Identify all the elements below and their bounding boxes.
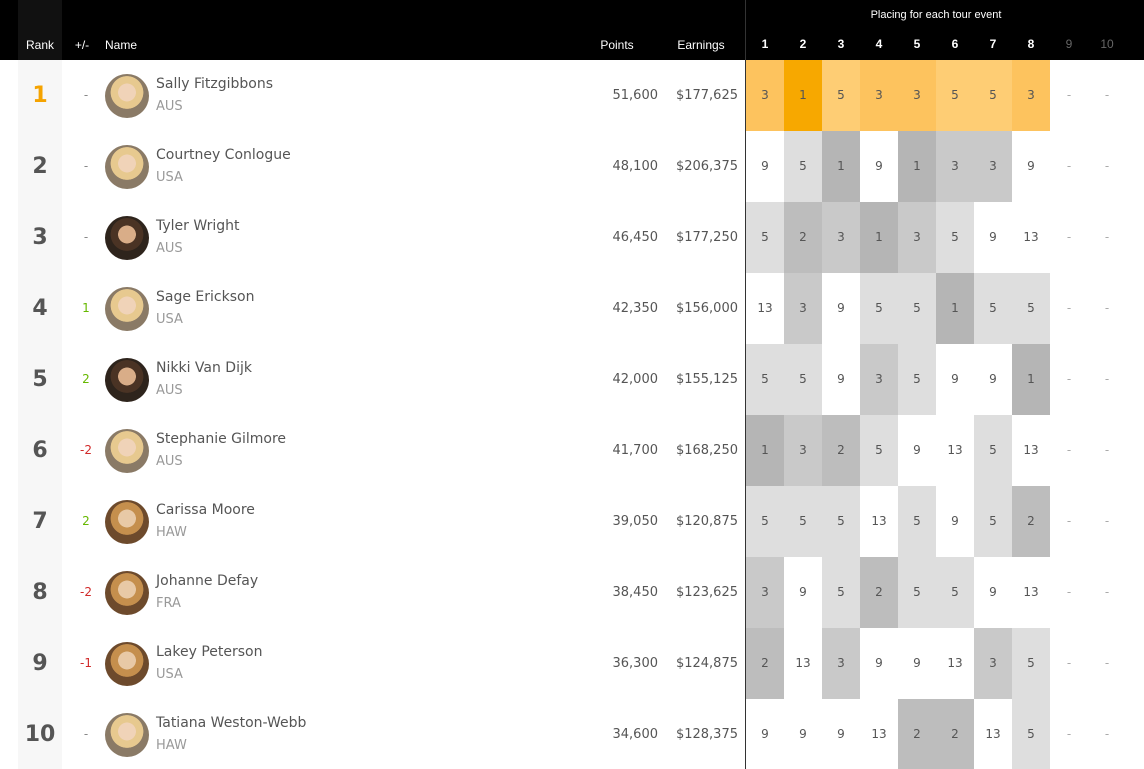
placing-cell: 3 [746, 557, 784, 628]
points-value: 36,300 [612, 656, 658, 671]
placing-cell: 9 [860, 131, 898, 202]
placing-cell: 1 [860, 202, 898, 273]
placing-cell: 13 [860, 486, 898, 557]
earnings-header[interactable]: Earnings [677, 38, 725, 52]
placing-cell: 5 [1012, 628, 1050, 699]
rank-change: - [83, 88, 89, 102]
placing-cell: 5 [974, 415, 1012, 486]
placing-cell: 13 [936, 415, 974, 486]
points-value: 39,050 [612, 514, 658, 529]
avatar[interactable] [105, 287, 149, 331]
placing-cell: - [1088, 699, 1126, 769]
placing-cell: 3 [974, 131, 1012, 202]
avatar[interactable] [105, 571, 149, 615]
rank-value: 10 [24, 722, 56, 747]
surfer-name[interactable]: Carissa Moore [156, 502, 255, 518]
points-value: 51,600 [612, 88, 658, 103]
placing-cell: 9 [784, 699, 822, 769]
placing-cell: 9 [784, 557, 822, 628]
placing-cell: 5 [974, 273, 1012, 344]
surfer-country: AUS [156, 99, 183, 114]
earnings-value: $123,625 [675, 585, 738, 600]
rank-header[interactable]: Rank [18, 0, 62, 60]
rank-change: - [83, 230, 89, 244]
earnings-value: $206,375 [675, 159, 738, 174]
placing-cell: 5 [898, 344, 936, 415]
placing-cell: - [1050, 699, 1088, 769]
placing-cell: 13 [1012, 415, 1050, 486]
placing-cell: 9 [898, 415, 936, 486]
points-value: 42,000 [612, 372, 658, 387]
placing-cell: 3 [784, 273, 822, 344]
placing-cell: 3 [898, 60, 936, 131]
placing-cell: 9 [898, 628, 936, 699]
placing-cell: 5 [746, 344, 784, 415]
rank-value: 6 [32, 438, 48, 463]
placing-cell: 9 [746, 699, 784, 769]
placing-cell: 9 [936, 486, 974, 557]
placing-cell: 5 [746, 202, 784, 273]
placing-cell: - [1050, 486, 1088, 557]
placing-cell: 3 [860, 344, 898, 415]
placing-cell: - [1088, 628, 1126, 699]
rank-change: 2 [82, 514, 90, 528]
placing-cell: 3 [898, 202, 936, 273]
placing-cell: - [1088, 202, 1126, 273]
placing-cell: - [1050, 415, 1088, 486]
rank-value: 9 [32, 651, 48, 676]
surfer-name[interactable]: Sage Erickson [156, 289, 255, 305]
event-header-2[interactable]: 2 [799, 37, 807, 51]
event-header-9[interactable]: 9 [1065, 37, 1073, 51]
placing-cell: 2 [746, 628, 784, 699]
placing-cell: 13 [974, 699, 1012, 769]
placing-divider [745, 0, 746, 769]
placing-cell: 9 [822, 344, 860, 415]
points-value: 46,450 [612, 230, 658, 245]
rank-value: 4 [32, 296, 48, 321]
table-row[interactable] [0, 202, 1144, 273]
earnings-value: $168,250 [675, 443, 738, 458]
avatar[interactable] [105, 429, 149, 473]
placing-cell: 5 [898, 486, 936, 557]
placing-cell: - [1050, 60, 1088, 131]
placing-cell: 9 [936, 344, 974, 415]
placing-cell: 5 [822, 486, 860, 557]
event-header-6[interactable]: 6 [951, 37, 959, 51]
placing-cell: 9 [822, 699, 860, 769]
points-value: 34,600 [612, 727, 658, 742]
placing-cell: - [1050, 628, 1088, 699]
rank-change: -1 [80, 656, 92, 670]
placing-cell: 9 [746, 131, 784, 202]
placing-cell: 5 [936, 202, 974, 273]
avatar[interactable] [105, 145, 149, 189]
placing-cell: - [1050, 344, 1088, 415]
placing-cell: - [1088, 557, 1126, 628]
table-row[interactable] [0, 699, 1144, 769]
placing-cell: 5 [784, 131, 822, 202]
placing-cell: 5 [860, 273, 898, 344]
placing-cell: 5 [860, 415, 898, 486]
surfer-country: USA [156, 170, 183, 185]
rank-change: 2 [82, 372, 90, 386]
rank-value: 1 [32, 83, 48, 108]
placing-cell: 1 [784, 60, 822, 131]
placing-cell: 2 [898, 699, 936, 769]
placing-cell: 2 [784, 202, 822, 273]
name-header[interactable]: Name [105, 38, 138, 52]
placing-cell: 5 [974, 60, 1012, 131]
avatar[interactable] [105, 216, 149, 260]
avatar[interactable] [105, 642, 149, 686]
placing-cell: 3 [860, 60, 898, 131]
event-header-3[interactable]: 3 [837, 37, 845, 51]
placing-cell: 2 [822, 415, 860, 486]
placing-cell: 5 [784, 486, 822, 557]
placing-cell: - [1088, 486, 1126, 557]
rank-change: - [83, 727, 89, 741]
placing-cell: - [1088, 131, 1126, 202]
table-row[interactable] [0, 415, 1144, 486]
surfer-name[interactable]: Johanne Defay [156, 573, 259, 589]
event-header-5[interactable]: 5 [913, 37, 921, 51]
surfer-name[interactable]: Stephanie Gilmore [156, 431, 287, 447]
surfer-name[interactable]: Tyler Wright [156, 218, 240, 234]
placing-cell: 13 [1012, 557, 1050, 628]
placing-cell: 3 [822, 628, 860, 699]
surfer-name[interactable]: Nikki Van Dijk [156, 360, 252, 376]
placing-cell: 13 [860, 699, 898, 769]
table-header [0, 0, 1144, 60]
placing-cell: 9 [822, 273, 860, 344]
placing-cell: 3 [822, 202, 860, 273]
placing-cell: - [1050, 273, 1088, 344]
placing-cell: 5 [746, 486, 784, 557]
placing-cell: 2 [936, 699, 974, 769]
rank-change: -2 [80, 443, 92, 457]
table-row[interactable] [0, 557, 1144, 628]
surfer-country: HAW [156, 525, 187, 540]
rank-value: 5 [32, 367, 48, 392]
surfer-country: AUS [156, 383, 183, 398]
placing-cell: 5 [822, 557, 860, 628]
earnings-value: $120,875 [675, 514, 738, 529]
table-row[interactable] [0, 628, 1144, 699]
event-header-4[interactable]: 4 [875, 37, 883, 51]
placing-cell: 5 [898, 557, 936, 628]
placing-cell: 3 [974, 628, 1012, 699]
surfer-country: USA [156, 667, 183, 682]
placing-cell: 13 [1012, 202, 1050, 273]
placing-cell: 9 [860, 628, 898, 699]
avatar[interactable] [105, 500, 149, 544]
surfer-country: AUS [156, 454, 183, 469]
event-header-8[interactable]: 8 [1027, 37, 1035, 51]
placing-cell: 5 [898, 273, 936, 344]
rank-change: -2 [80, 585, 92, 599]
placing-cell: 13 [936, 628, 974, 699]
surfer-country: AUS [156, 241, 183, 256]
earnings-value: $177,625 [675, 88, 738, 103]
placing-cell: 3 [784, 415, 822, 486]
avatar[interactable] [105, 358, 149, 402]
placing-cell: 1 [898, 131, 936, 202]
earnings-value: $177,250 [675, 230, 738, 245]
rank-value: 2 [32, 154, 48, 179]
earnings-value: $124,875 [675, 656, 738, 671]
earnings-value: $156,000 [675, 301, 738, 316]
rank-value: 8 [32, 580, 48, 605]
placing-cell: 13 [784, 628, 822, 699]
event-header-10[interactable]: 10 [1100, 37, 1114, 51]
surfer-country: FRA [156, 596, 181, 611]
placing-cell: - [1088, 344, 1126, 415]
placing-cell: 1 [1012, 344, 1050, 415]
table-row[interactable] [0, 273, 1144, 344]
placing-cell: 9 [974, 344, 1012, 415]
points-value: 38,450 [612, 585, 658, 600]
table-row[interactable] [0, 344, 1144, 415]
placing-cell: - [1050, 131, 1088, 202]
placing-cell: - [1050, 557, 1088, 628]
surfer-country: USA [156, 312, 183, 327]
placing-cell: - [1088, 60, 1126, 131]
surfer-name[interactable]: Lakey Peterson [156, 644, 263, 660]
rank-change: - [83, 159, 89, 173]
points-value: 42,350 [612, 301, 658, 316]
placing-cell: 1 [936, 273, 974, 344]
rank-value: 3 [32, 225, 48, 250]
placing-cell: 5 [974, 486, 1012, 557]
placing-cell: 5 [1012, 273, 1050, 344]
points-header[interactable]: Points [600, 38, 634, 52]
placing-header: Placing for each tour event [870, 9, 1002, 21]
placing-cell: 13 [746, 273, 784, 344]
placing-cell: 9 [974, 557, 1012, 628]
placing-cell: 2 [860, 557, 898, 628]
placing-cell: - [1050, 202, 1088, 273]
placing-cell: 2 [1012, 486, 1050, 557]
placing-cell: 3 [936, 131, 974, 202]
placing-cell: 1 [746, 415, 784, 486]
earnings-value: $155,125 [675, 372, 738, 387]
rank-change: 1 [82, 301, 90, 315]
placing-cell: 1 [822, 131, 860, 202]
surfer-name[interactable]: Courtney Conlogue [156, 147, 291, 163]
placing-cell: 5 [1012, 699, 1050, 769]
placing-cell: - [1088, 273, 1126, 344]
avatar[interactable] [105, 74, 149, 118]
placing-cell: 9 [974, 202, 1012, 273]
earnings-value: $128,375 [675, 727, 738, 742]
change-header[interactable]: +/- [74, 38, 90, 52]
points-value: 41,700 [612, 443, 658, 458]
event-header-1[interactable]: 1 [761, 37, 769, 51]
placing-cell: 5 [784, 344, 822, 415]
surfer-name[interactable]: Tatiana Weston-Webb [156, 715, 307, 731]
placing-cell: 5 [822, 60, 860, 131]
surfer-country: HAW [156, 738, 187, 753]
table-row[interactable] [0, 486, 1144, 557]
placing-cell: 9 [1012, 131, 1050, 202]
rank-value: 7 [32, 509, 48, 534]
placing-cell: - [1088, 415, 1126, 486]
points-value: 48,100 [612, 159, 658, 174]
placing-cell: 3 [746, 60, 784, 131]
placing-cell: 3 [1012, 60, 1050, 131]
table-row[interactable] [0, 131, 1144, 202]
table-row[interactable] [0, 60, 1144, 131]
surfer-name[interactable]: Sally Fitzgibbons [156, 76, 274, 92]
placing-cell: 5 [936, 557, 974, 628]
event-header-7[interactable]: 7 [989, 37, 997, 51]
avatar[interactable] [105, 713, 149, 757]
placing-cell: 5 [936, 60, 974, 131]
